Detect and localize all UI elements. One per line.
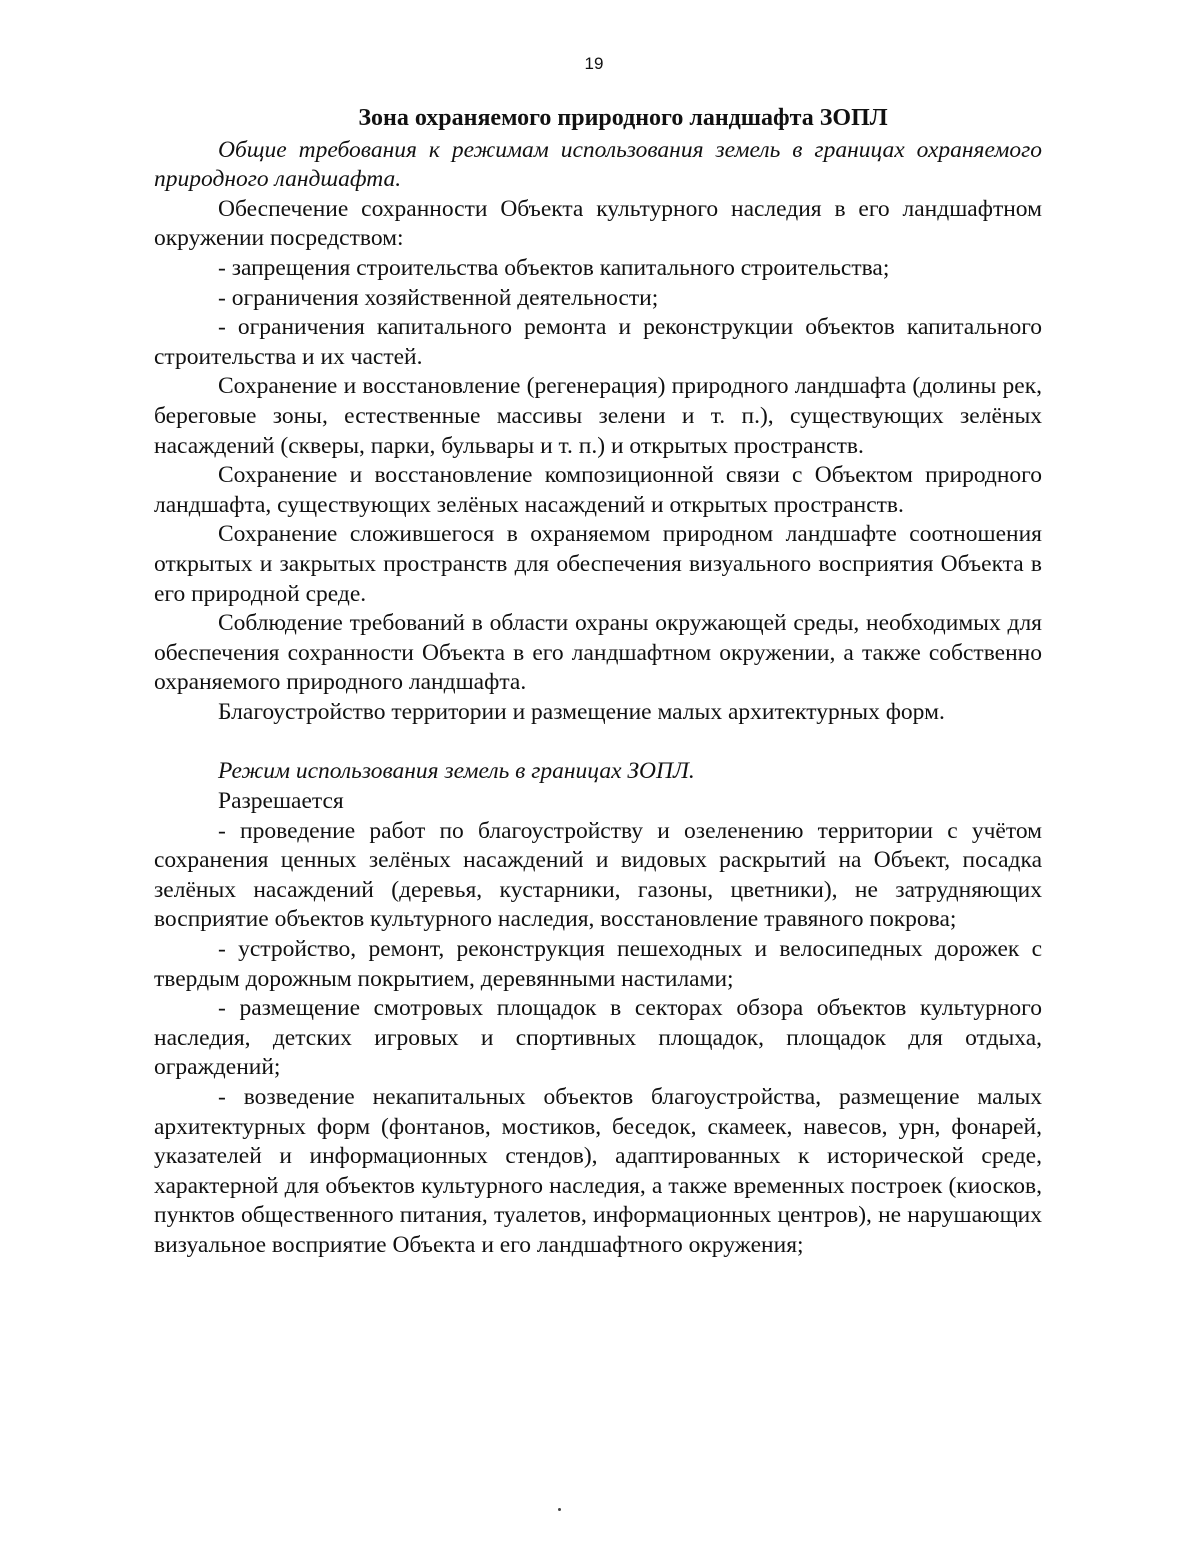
list-item: - ограничения капитального ремонта и реконструкции объектов капитального строительства и их частей.	[154, 314, 1042, 370]
list-item: - проведение работ по благоустройству и озеленению территории с учётом сохранения ценных зелёных насаждений и видовых раскрытий на Объект, посадка зелёных насаждений (деревья, кустарники, газоны, цветники), не затрудняющих восприятие объектов культурного наследия, восстановление травяного покрова;	[154, 817, 1042, 933]
section-general-heading: Общие требования к режимам использования земель в границах охраняемого природного ландшафта.	[154, 136, 1042, 193]
paragraph: Благоустройство территории и размещение малых архитектурных форм.	[218, 698, 945, 725]
document-title: Зона охраняемого природного ландшафта ЗОПЛ	[358, 105, 888, 131]
list-item: - возведение некапитальных объектов благоустройства, размещение малых архитектурных форм (фонтанов, мостиков, беседок, скамеек, навесов, урн, фонарей, указателей и информационных стендов), адаптированных к исторической среде, характерной для объектов культурного наследия, а также временных построек (киосков, пунктов общественного питания, туалетов, информационных центров), не нарушающих визуальное восприятие Объекта и его ландшафтного окружения;	[154, 1084, 1042, 1258]
scan-speck	[558, 1508, 561, 1511]
paragraph: Сохранение сложившегося в охраняемом природном ландшафте соотношения открытых и закрытых пространств для обеспечения визуального восприятия Объекта в его природной среде.	[154, 521, 1042, 607]
page-number: 19	[584, 54, 604, 73]
paragraph: Сохранение и восстановление композиционной связи с Объектом природного ландшафта, существующих зелёных насаждений и открытых пространств.	[154, 462, 1042, 518]
paragraph: Соблюдение требований в области охраны окружающей среды, необходимых для обеспечения сохранности Объекта в его ландшафтном окружении, а также собственно охраняемого природного ландшафта.	[154, 610, 1042, 696]
list-item: - размещение смотровых площадок в секторах обзора объектов культурного наследия, детских игровых и спортивных площадок, площадок для отдыха, ограждений;	[154, 995, 1042, 1081]
section-regime-heading: Режим использования земель в границах ЗОПЛ.	[218, 758, 695, 785]
paragraph: Сохранение и восстановление (регенерация) природного ландшафта (долины рек, береговые зоны, естественные массивы зелени и т. п.), существующих зелёных насаждений (скверы, парки, бульвары и т. п.) и открытых пространств.	[154, 373, 1042, 459]
section-gap	[154, 727, 1042, 757]
list-item: - ограничения хозяйственной деятельности;	[218, 284, 659, 311]
allowed-label: Разрешается	[218, 788, 344, 815]
list-item: - устройство, ремонт, реконструкция пешеходных и велосипедных дорожек с твердым дорожным покрытием, деревянными настилами;	[154, 936, 1042, 992]
list-item: - запрещения строительства объектов капитального строительства;	[218, 254, 890, 281]
document-body	[154, 104, 1042, 1261]
paragraph: Обеспечение сохранности Объекта культурного наследия в его ландшафтном окружении посредством:	[154, 195, 1042, 252]
